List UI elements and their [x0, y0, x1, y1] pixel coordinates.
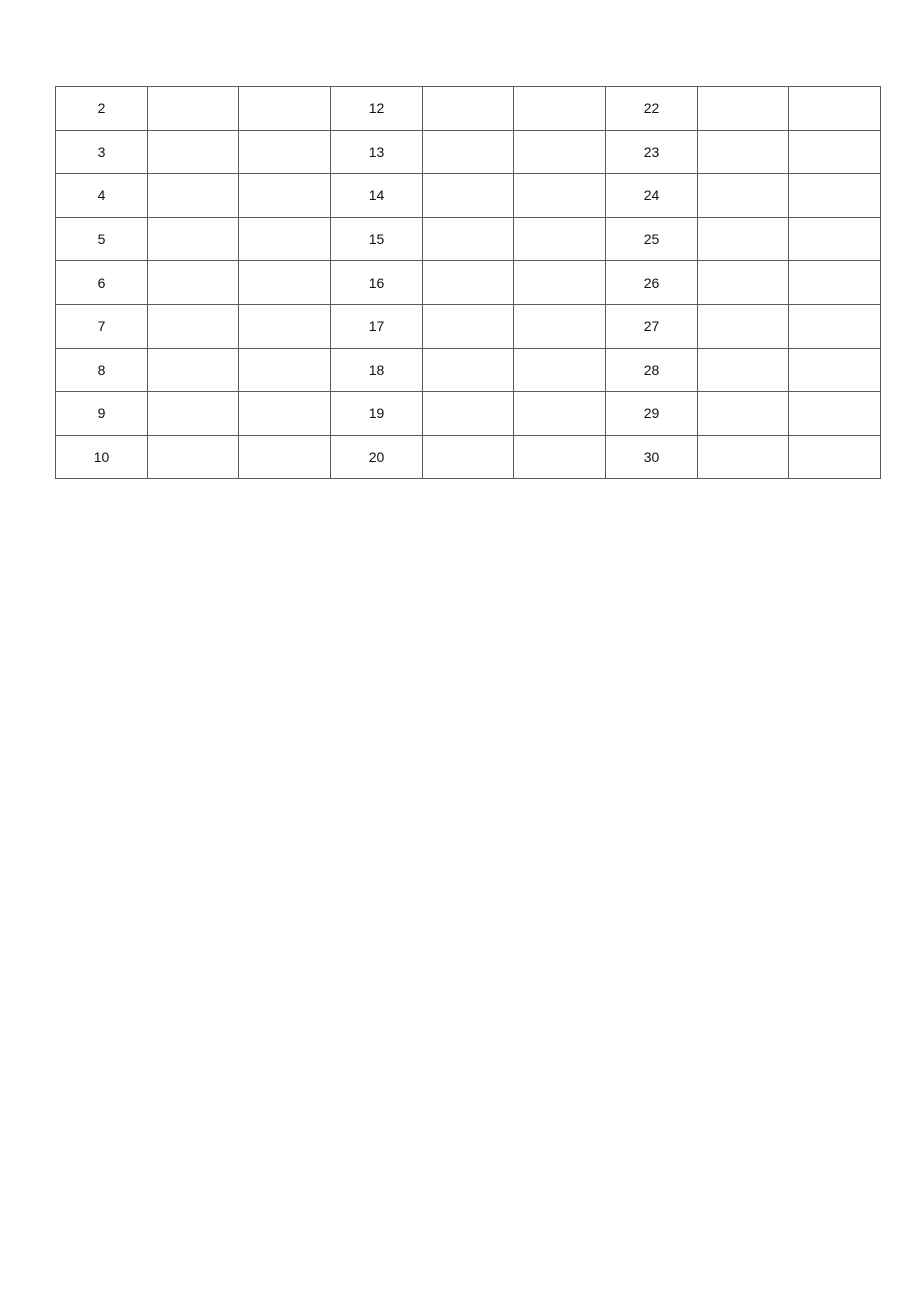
row-number-cell: 10 [56, 435, 148, 479]
table-row [56, 304, 881, 348]
empty-entry-cell [698, 174, 789, 218]
empty-entry-cell [698, 130, 789, 174]
empty-entry-cell [239, 304, 331, 348]
row-number-cell: 26 [606, 261, 698, 305]
row-number-cell: 28 [606, 348, 698, 392]
empty-entry-cell [148, 174, 239, 218]
empty-entry-cell [789, 435, 881, 479]
empty-entry-cell [423, 261, 514, 305]
row-number-cell: 23 [606, 130, 698, 174]
table-row [56, 261, 881, 305]
empty-entry-cell [789, 87, 881, 131]
row-number-cell: 7 [56, 304, 148, 348]
empty-entry-cell [239, 261, 331, 305]
empty-entry-cell [698, 348, 789, 392]
row-number-cell: 6 [56, 261, 148, 305]
empty-entry-cell [148, 435, 239, 479]
empty-entry-cell [423, 174, 514, 218]
row-number-cell: 13 [331, 130, 423, 174]
empty-entry-cell [423, 304, 514, 348]
row-number-cell: 22 [606, 87, 698, 131]
row-number-cell: 19 [331, 392, 423, 436]
table-row [56, 87, 881, 131]
row-number-cell: 27 [606, 304, 698, 348]
empty-entry-cell [698, 435, 789, 479]
empty-entry-cell [423, 130, 514, 174]
row-number-cell: 30 [606, 435, 698, 479]
empty-entry-cell [423, 392, 514, 436]
table-body [56, 87, 881, 479]
row-number-cell: 12 [331, 87, 423, 131]
empty-entry-cell [239, 217, 331, 261]
empty-entry-cell [698, 304, 789, 348]
empty-entry-cell [148, 392, 239, 436]
table-row [56, 348, 881, 392]
empty-entry-cell [423, 435, 514, 479]
empty-entry-cell [789, 217, 881, 261]
empty-entry-cell [789, 174, 881, 218]
row-number-cell: 15 [331, 217, 423, 261]
row-number-cell: 24 [606, 174, 698, 218]
row-number-cell: 25 [606, 217, 698, 261]
empty-entry-cell [239, 435, 331, 479]
table-row [56, 174, 881, 218]
row-number-cell: 4 [56, 174, 148, 218]
table-row [56, 435, 881, 479]
empty-entry-cell [239, 87, 331, 131]
empty-entry-cell [698, 392, 789, 436]
row-number-cell: 3 [56, 130, 148, 174]
table-row [56, 217, 881, 261]
empty-entry-cell [148, 304, 239, 348]
row-number-cell: 2 [56, 87, 148, 131]
empty-entry-cell [239, 348, 331, 392]
empty-entry-cell [514, 87, 606, 131]
empty-entry-cell [148, 261, 239, 305]
empty-entry-cell [698, 87, 789, 131]
empty-entry-cell [789, 348, 881, 392]
table-row [56, 130, 881, 174]
empty-entry-cell [514, 435, 606, 479]
empty-entry-cell [514, 392, 606, 436]
empty-entry-cell [514, 304, 606, 348]
empty-entry-cell [514, 348, 606, 392]
empty-entry-cell [789, 392, 881, 436]
empty-entry-cell [514, 174, 606, 218]
empty-entry-cell [514, 130, 606, 174]
empty-entry-cell [148, 87, 239, 131]
row-number-cell: 18 [331, 348, 423, 392]
empty-entry-cell [239, 392, 331, 436]
empty-entry-cell [239, 130, 331, 174]
empty-entry-cell [148, 130, 239, 174]
row-number-cell: 20 [331, 435, 423, 479]
empty-entry-cell [514, 217, 606, 261]
empty-entry-cell [514, 261, 606, 305]
empty-entry-cell [239, 174, 331, 218]
empty-entry-cell [423, 217, 514, 261]
empty-entry-cell [698, 261, 789, 305]
empty-entry-cell [148, 217, 239, 261]
table-row [56, 392, 881, 436]
empty-entry-cell [789, 304, 881, 348]
empty-entry-cell [789, 261, 881, 305]
document-page [55, 86, 881, 479]
row-number-cell: 16 [331, 261, 423, 305]
row-number-cell: 29 [606, 392, 698, 436]
numbered-grid-table [55, 86, 881, 479]
empty-entry-cell [423, 348, 514, 392]
empty-entry-cell [423, 87, 514, 131]
row-number-cell: 8 [56, 348, 148, 392]
empty-entry-cell [698, 217, 789, 261]
row-number-cell: 9 [56, 392, 148, 436]
row-number-cell: 14 [331, 174, 423, 218]
empty-entry-cell [148, 348, 239, 392]
row-number-cell: 5 [56, 217, 148, 261]
empty-entry-cell [789, 130, 881, 174]
row-number-cell: 17 [331, 304, 423, 348]
